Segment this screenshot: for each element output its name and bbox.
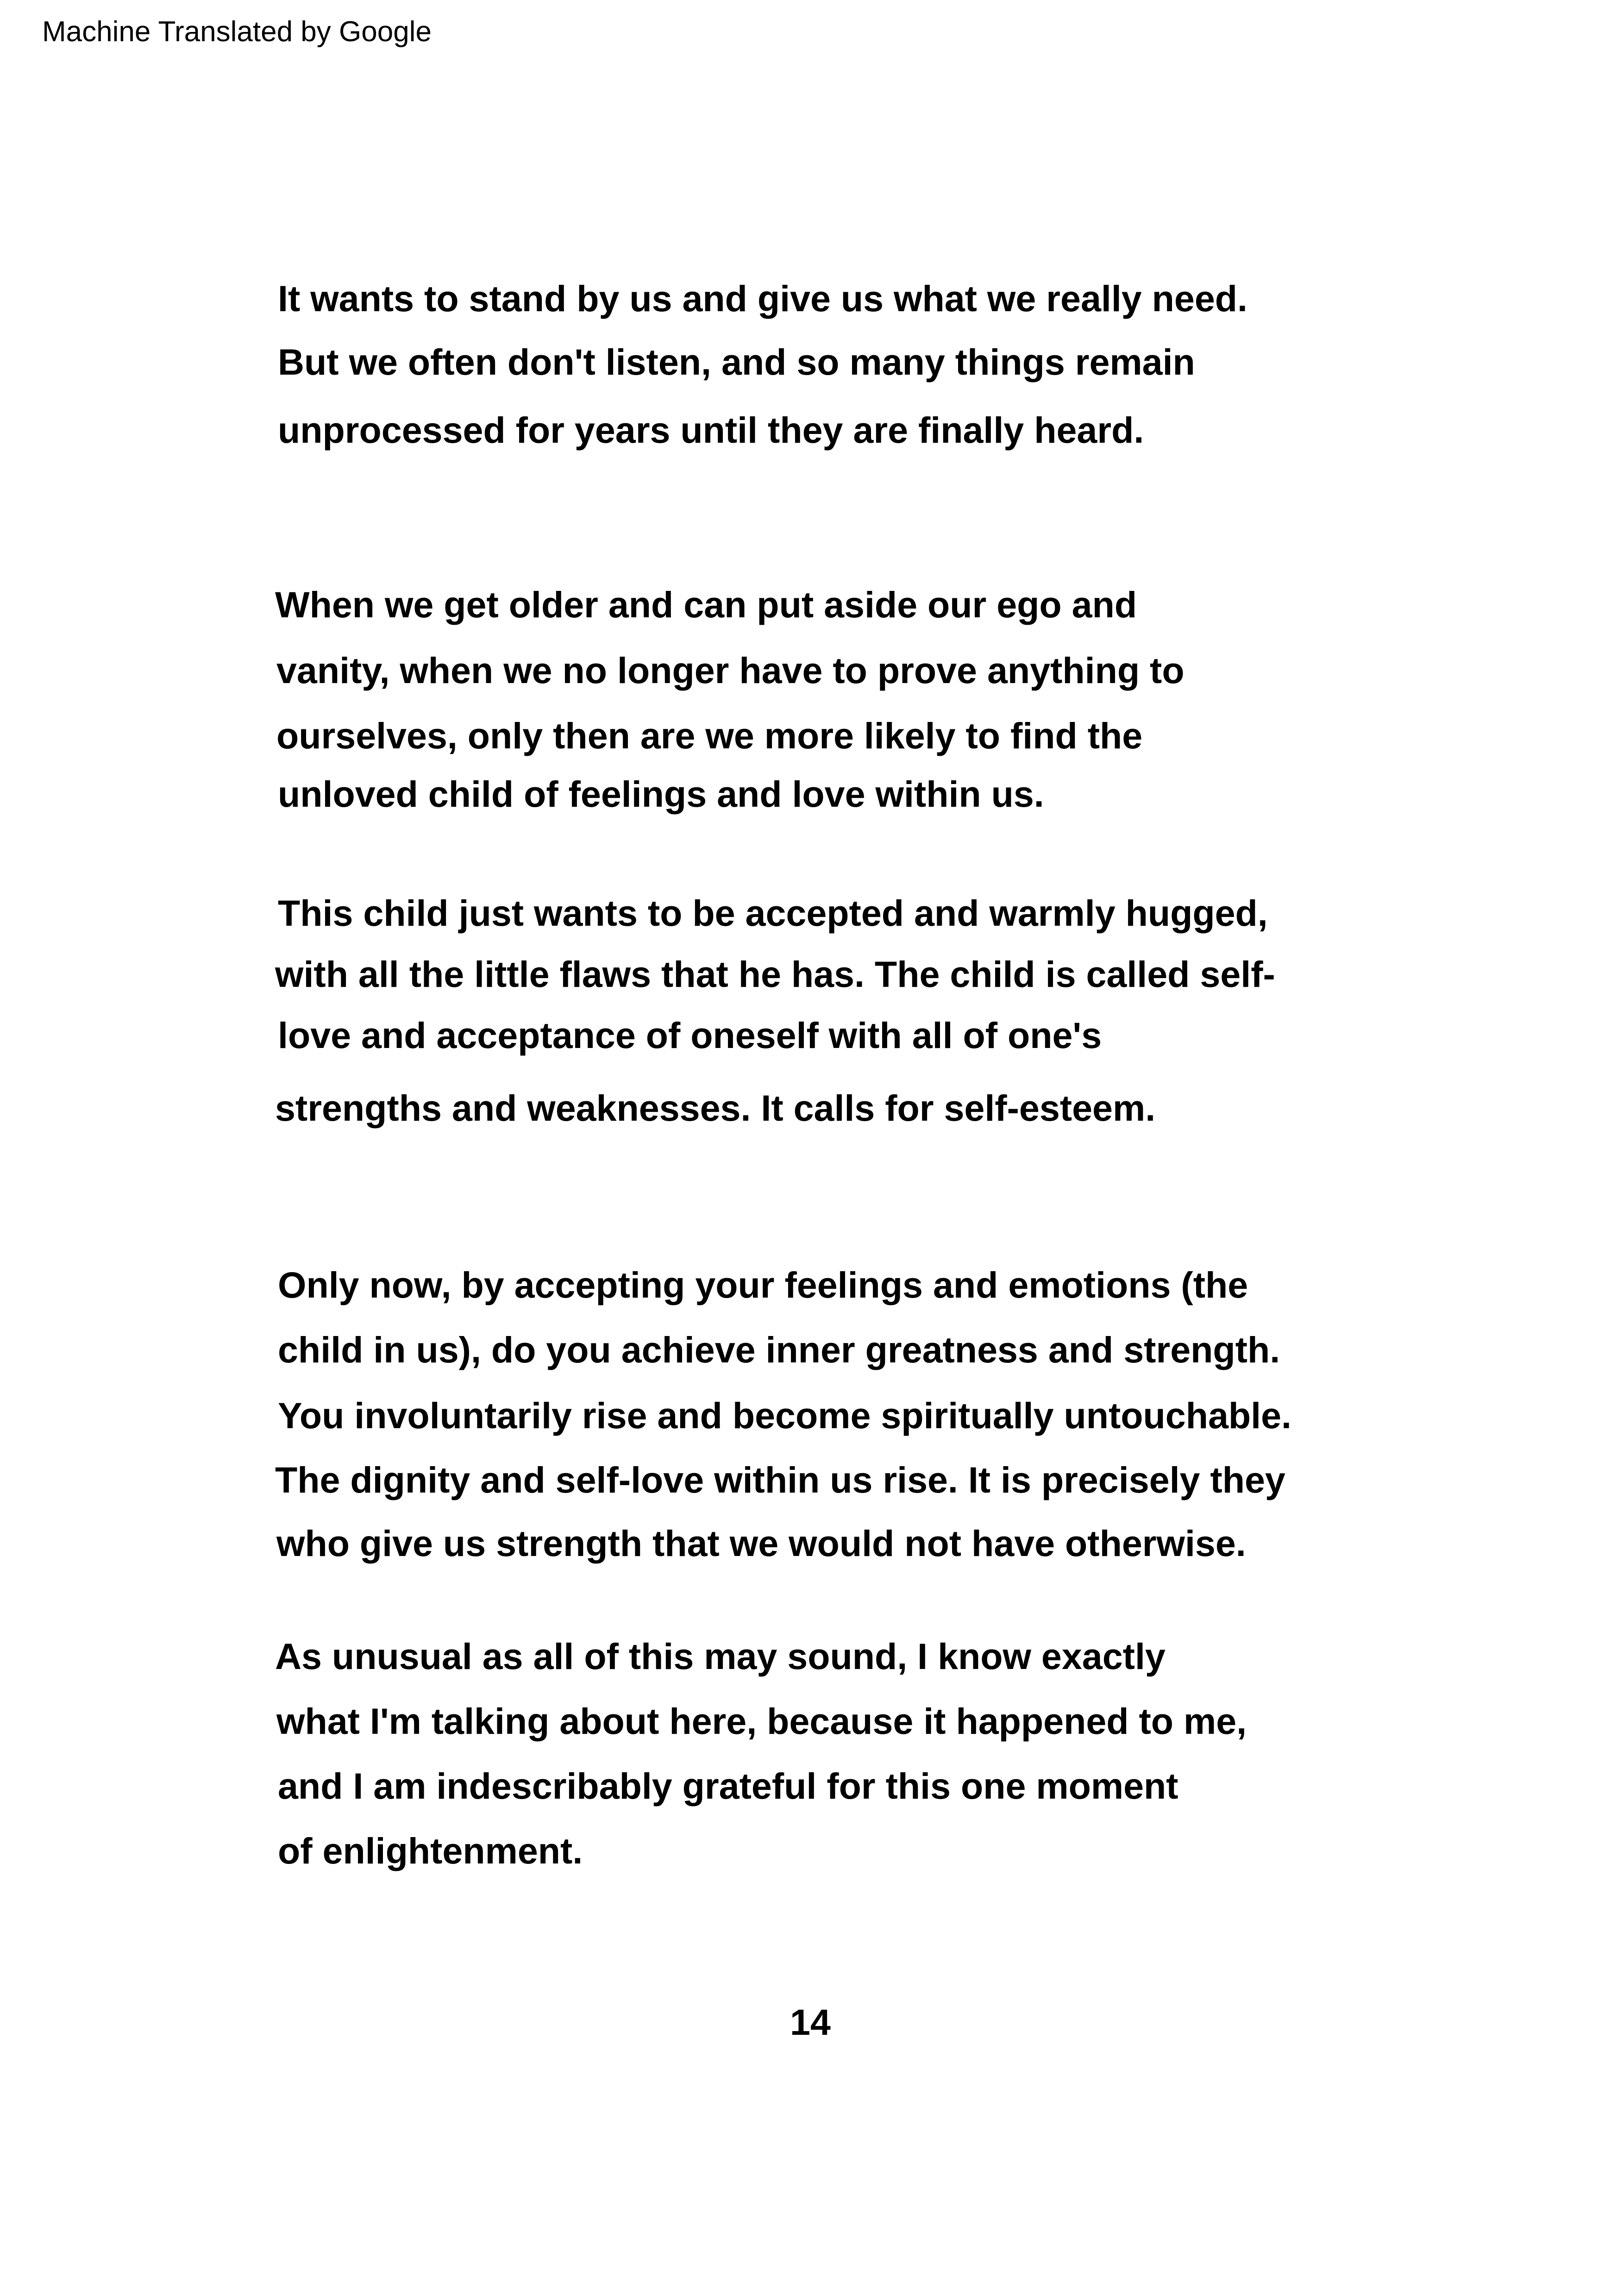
text-line: strengths and weaknesses. It calls for self-esteem. <box>275 1087 1156 1129</box>
text-line: with all the little flaws that he has. The child is called self- <box>275 954 1275 995</box>
text-line: ourselves, only then are we more likely to find the <box>276 715 1143 756</box>
text-line: unloved child of feelings and love within us. <box>278 773 1044 815</box>
text-line: love and acceptance of oneself with all of one's <box>278 1015 1102 1056</box>
text-line: what I'm talking about here, because it happened to me, <box>276 1700 1247 1742</box>
machine-translation-note: Machine Translated by Google <box>42 16 432 48</box>
text-line: who give us strength that we would not have otherwise. <box>276 1523 1246 1564</box>
text-line: You involuntarily rise and become spiritually untouchable. <box>278 1395 1292 1436</box>
text-line: child in us), do you achieve inner greatness and strength. <box>278 1329 1280 1370</box>
text-line: of enlightenment. <box>278 1830 583 1871</box>
text-line: unprocessed for years until they are finally heard. <box>278 409 1144 451</box>
text-line: vanity, when we no longer have to prove anything to <box>276 650 1185 691</box>
text-line: It wants to stand by us and give us what we really need. <box>278 278 1248 319</box>
text-line: The dignity and self-love within us rise. It is precisely they <box>275 1459 1285 1500</box>
text-line: As unusual as all of this may sound, I know exactly <box>275 1636 1166 1677</box>
page-number: 14 <box>790 2001 831 2043</box>
text-line: Only now, by accepting your feelings and emotions (the <box>278 1264 1248 1305</box>
text-line: and I am indescribably grateful for this one moment <box>278 1765 1178 1807</box>
text-line: But we often don't listen, and so many things remain <box>278 341 1195 383</box>
text-line: When we get older and can put aside our ego and <box>275 584 1137 625</box>
text-line: This child just wants to be accepted and warmly hugged, <box>278 892 1268 934</box>
